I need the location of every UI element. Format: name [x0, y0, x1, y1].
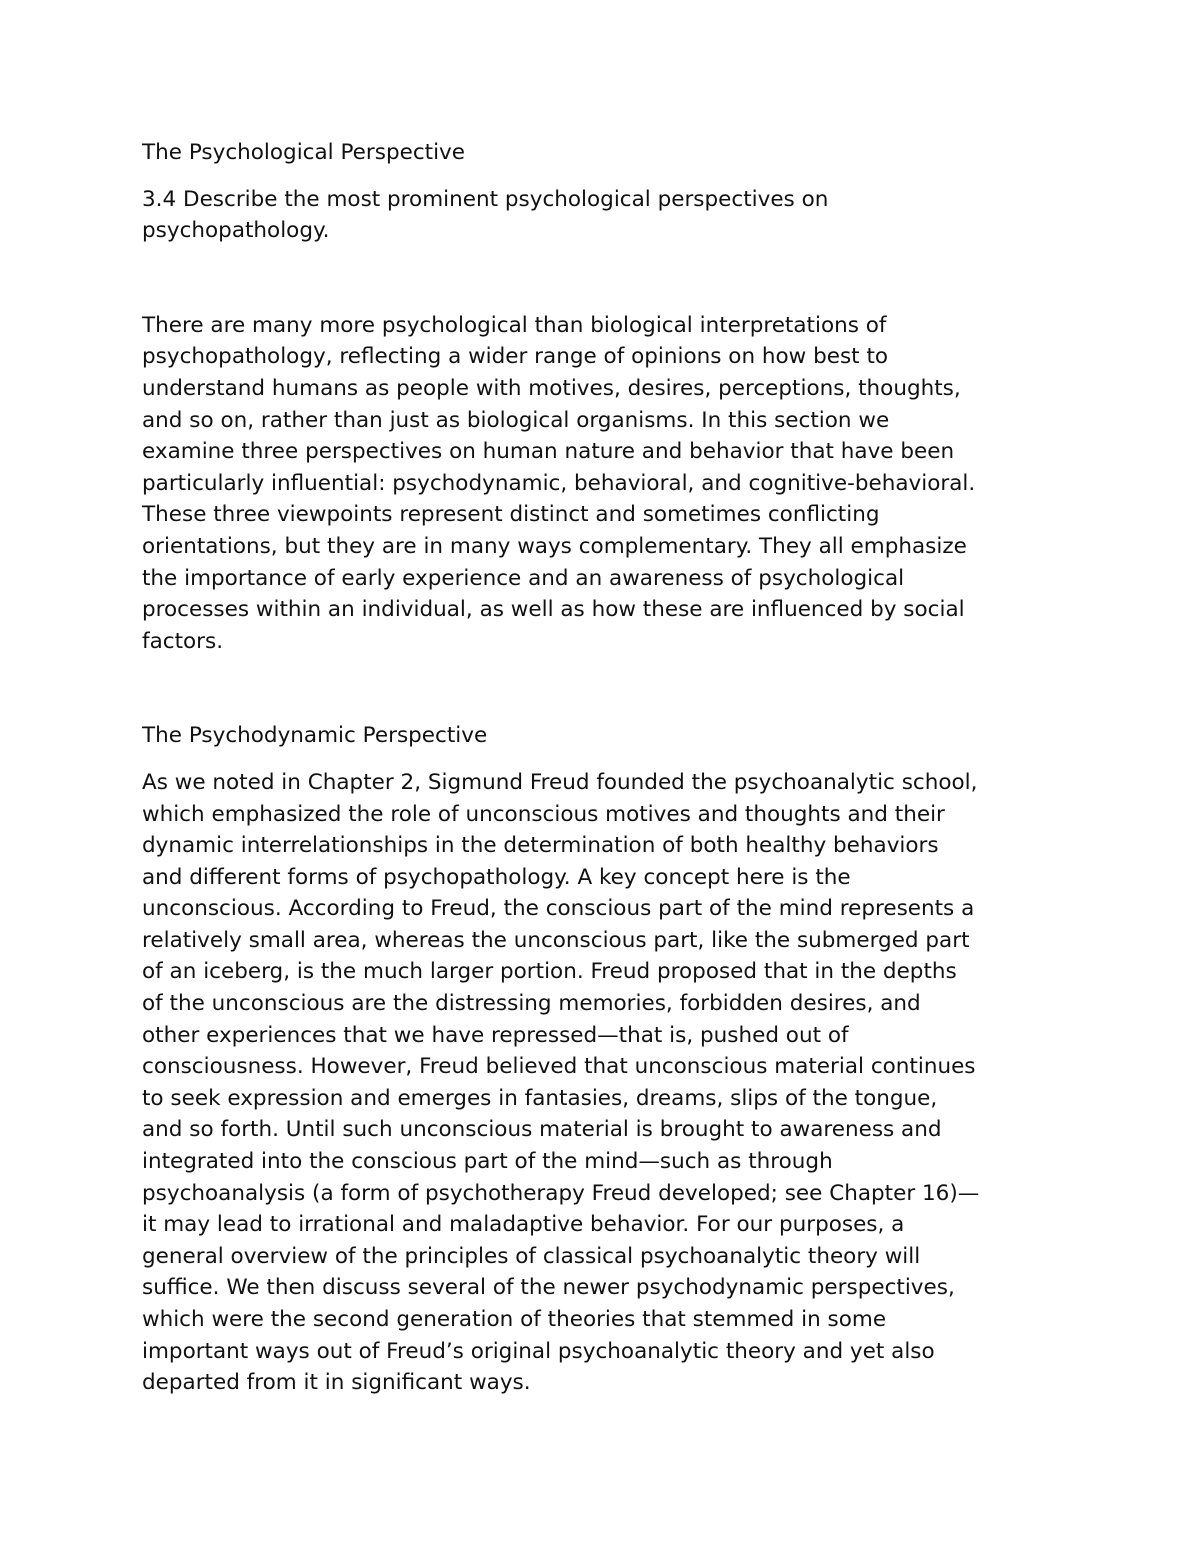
document-body	[142, 137, 1072, 1399]
document-title: The Psychological Perspective	[142, 140, 466, 165]
intro-paragraph: There are many more psychological than biological interpretations of psychopathology, reflecting a wider range of opinions on how best to understand humans as people with motives, desires, perceptions, thoughts, and so on, rather than just as biological organisms. In this section we examine three perspectives on human nature and behavior that have been particularly influential: psychodynamic, behavioral, and cognitive-behavioral. These three viewpoints represent distinct and sometimes conflicting orientations, but they are in many ways complementary. They all emphasize the importance of early experience and an awareness of psychological processes within an individual, as well as how these are influenced by social factors.	[142, 312, 976, 654]
learning-objective: 3.4 Describe the most prominent psychological perspectives on psychopathology.	[142, 186, 829, 244]
section-paragraph: As we noted in Chapter 2, Sigmund Freud founded the psychoanalytic school, which emphasized the role of unconscious motives and thoughts and their dynamic interrelationships in the determination of both healthy behaviors and different forms of psychopathology. A key concept here is the unconscious. According to Freud, the conscious part of the mind represents a relatively small area, whereas the unconscious part, like the submerged part of an iceberg, is the much larger portion. Freud proposed that in the depths of the unconscious are the distressing memories, forbidden desires, and other experiences that we have repressed—that is, pushed out of consciousness. However, Freud believed that unconscious material continues to seek expression and emerges in fantasies, dreams, slips of the tongue, and so forth. Until such unconscious material is brought to awareness and integrated into the conscious part of the mind—such as through psychoanalysis (a form of psychotherapy Freud developed; see Chapter 16)— it may lead to irrational and maladaptive behavior. For our purposes, a general overview of the principles of classical psychoanalytic theory will suffice. We then discuss several of the newer psychodynamic perspectives, which were the second generation of theories that stemmed in some important ways out of Freud’s original psychoanalytic theory and yet also departed from it in significant ways.	[142, 769, 980, 1396]
section-heading: The Psychodynamic Perspective	[142, 723, 488, 749]
